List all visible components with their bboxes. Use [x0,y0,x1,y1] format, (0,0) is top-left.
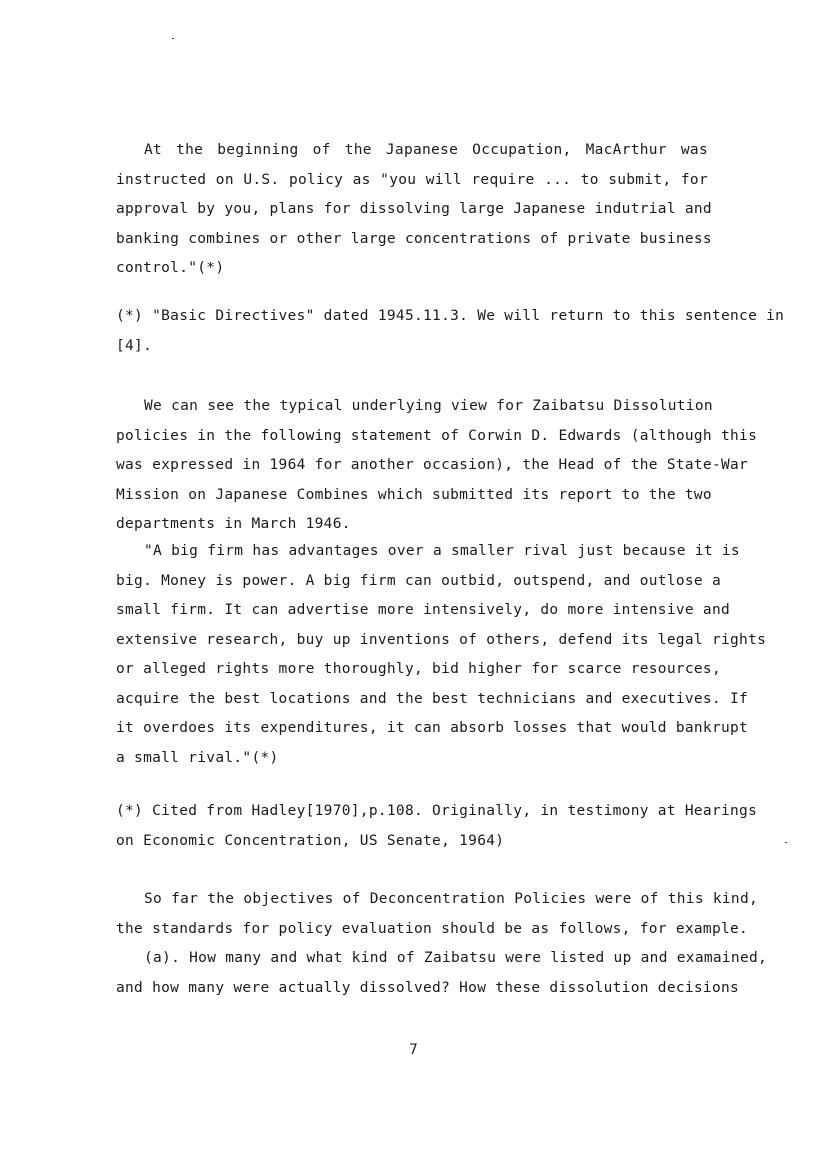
scan-speck [785,842,787,843]
page-number: 7 [409,1042,418,1058]
quote-edwards [116,537,767,773]
text-line: instructed on U.S. policy as "you will require ... to submit, for [116,171,708,188]
footnote-basic-directives [116,302,785,361]
scan-speck [172,38,174,39]
paragraph-standards [116,885,768,1003]
text-line: was expressed in 1964 for another occasion), the Head of the State-War [116,457,749,473]
footnote-hadley [116,797,758,856]
text-line: (*) "Basic Directives" dated 1945.11.3. We will return to this sentence in [116,308,785,324]
text-line: the standards for policy evaluation should be as follows, for example. [116,920,749,937]
text-line: banking combines or other large concentrations of private business [116,230,712,247]
text-line: approval by you, plans for dissolving large Japanese indutrial and [116,201,712,217]
text-line: control."(*) [116,260,225,276]
text-line: policies in the following statement of Corwin D. Edwards (although this [116,427,758,444]
text-line: a small rival."(*) [116,749,279,766]
text-line: or alleged rights more thoroughly, bid higher for scarce resources, [116,661,721,677]
text-line: We can see the typical underlying view for Zaibatsu Dissolution [144,398,713,414]
text-line: So far the objectives of Deconcentration Policies were of this kind, [144,891,759,907]
text-line: Mission on Japanese Combines which submitted its report to the two [116,486,712,503]
text-line: extensive research, buy up inventions of others, defend its legal rights [116,631,767,648]
text-line: departments in March 1946. [116,516,351,532]
text-line: small firm. It can advertise more intensively, do more intensive and [116,602,731,618]
text-line: big. Money is power. A big firm can outbid, outspend, and outlose a [116,572,721,589]
text-line: and how many were actually dissolved? How these dissolution decisions [116,979,740,996]
text-line: on Economic Concentration, US Senate, 1964) [116,832,505,849]
text-line: At the beginning of the Japanese Occupation, MacArthur was [144,142,708,158]
paragraph-occupation [116,136,712,284]
text-line: (*) Cited from Hadley[1970],p.108. Originally, in testimony at Hearings [116,803,758,819]
paragraph-underlying-view [116,392,758,540]
text-line: "A big firm has advantages over a smaller rival just because it is [144,543,740,559]
text-line: (a). How many and what kind of Zaibatsu were listed up and examained, [144,950,768,966]
text-line: it overdoes its expenditures, it can absorb losses that would bankrupt [116,720,749,736]
text-line: acquire the best locations and the best technicians and executives. If [116,690,749,707]
text-line: [4]. [116,337,153,354]
